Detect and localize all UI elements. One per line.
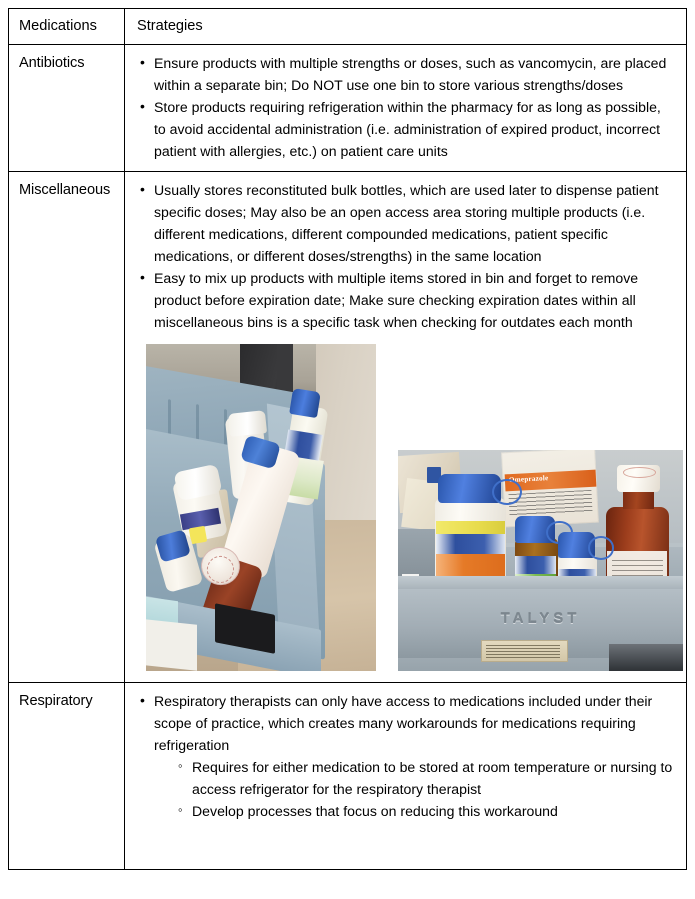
- list-item: • Easy to mix up products with multiple items stored in bin and forget to remove product before expiration date; Make sure checking expiration dates within all miscellaneous bins is a specific task when checking for outdates each month: [137, 268, 676, 334]
- table-header-row: [9, 9, 687, 45]
- table-row: [9, 682, 687, 869]
- header-cell-medications: [9, 9, 125, 45]
- row-strategies-cell-respiratory: [125, 682, 687, 869]
- medication-name: Antibiotics: [19, 54, 85, 71]
- list-item: ◦ Requires for either medication to be stored at room temperature or nursing to access refrigerator for the respiratory therapist: [178, 757, 676, 801]
- row-label-cell-antibiotics: [9, 44, 125, 171]
- list-item-text: Respiratory therapists can only have access to medications included under their scope of practice, which creates many workarounds for medications requiring refrigeration: [154, 692, 653, 753]
- list-item: • Ensure products with multiple strengths or doses, such as vancomycin, are placed within a separate bin; Do NOT use one bin to store various strengths/doses: [137, 53, 676, 97]
- header-cell-strategies: [125, 9, 687, 45]
- row-strategies-cell-antibiotics: [125, 44, 687, 171]
- pharmacy-bin-drawer-photo: [146, 344, 376, 671]
- row-label-cell-respiratory: [9, 682, 125, 869]
- row-label-cell-miscellaneous: [9, 171, 125, 682]
- list-item: • Usually stores reconstituted bulk bottles, which are used later to dispense patient specific doses; May also be an open access area storing multiple products (i.e. different medications, different compounded medications, patient specific medications, or different doses/strengths) in the same location: [137, 180, 676, 268]
- header-label-medications: Medications: [19, 18, 97, 34]
- strategy-bullet-list: [137, 691, 676, 823]
- row-strategies-cell-miscellaneous: [125, 171, 687, 682]
- strategies-content: [125, 45, 686, 171]
- strategies-content: [125, 683, 686, 869]
- medication-name: Respiratory: [19, 692, 93, 709]
- talyst-bin-bottles-photo: [398, 450, 683, 671]
- table-row: [9, 171, 687, 682]
- table-row: [9, 44, 687, 171]
- photo-group: [137, 344, 676, 674]
- strategy-sub-bullet-list: [154, 757, 676, 823]
- header-label-strategies: Strategies: [137, 18, 203, 34]
- list-item: [137, 691, 676, 823]
- medications-strategies-table: [8, 8, 687, 870]
- list-item: ◦ Develop processes that focus on reducing this workaround: [178, 801, 676, 823]
- omeprazole-carton-label: Omeprazole: [508, 474, 549, 485]
- talyst-bin-brand-text: TALYST: [500, 609, 581, 627]
- strategy-bullet-list: [137, 53, 676, 163]
- medication-name: Miscellaneous: [19, 181, 111, 198]
- list-item: • Store products requiring refrigeration within the pharmacy for as long as possible, to avoid accidental administration (i.e. administration of expired product, incorrect patient with allergies, etc.) on patient care units: [137, 97, 676, 163]
- strategies-content: [125, 172, 686, 682]
- strategy-bullet-list: [137, 180, 676, 334]
